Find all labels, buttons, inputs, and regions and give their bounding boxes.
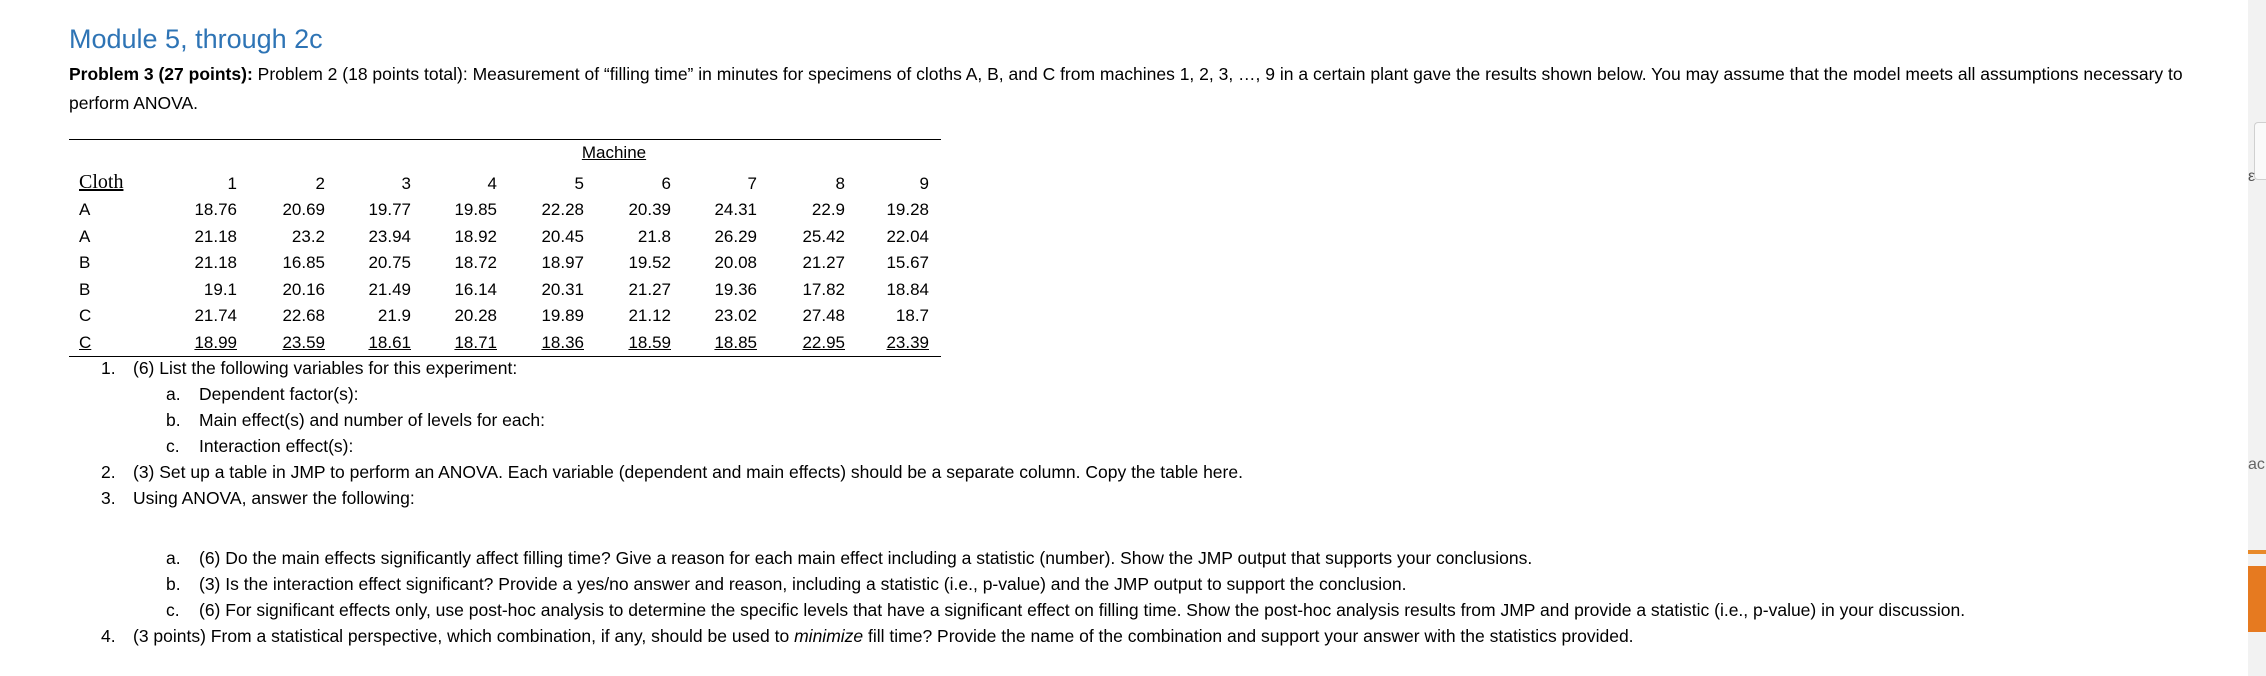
value-cell: 16.14: [454, 279, 497, 299]
value-cell: 20.75: [368, 253, 411, 273]
side-panel-glyph: ε: [2248, 168, 2256, 185]
value-cell: 17.82: [802, 279, 845, 299]
question-1-number: 1.: [101, 358, 116, 378]
value-cell: 23.02: [714, 306, 757, 326]
value-cell: 21.49: [368, 279, 411, 299]
value-cell: 23.94: [368, 226, 411, 246]
side-panel-text-fragment: ac: [2248, 456, 2265, 473]
value-cell: 21.27: [802, 253, 845, 273]
value-cell: 19.89: [541, 306, 584, 326]
value-cell: 19.28: [886, 200, 929, 219]
question-4-text-a: (3 points) From a statistical perspective, which combination, if any, should be used to: [133, 626, 795, 646]
value-cell: 20.16: [282, 279, 325, 299]
machine-column-header: 1: [227, 174, 237, 193]
value-cell: 21.8: [637, 226, 671, 246]
value-cell: 22.04: [886, 226, 929, 246]
value-cell: 18.84: [886, 279, 929, 299]
question-1a-text: Dependent factor(s):: [199, 384, 359, 404]
cloth-header: Cloth: [79, 171, 124, 193]
problem-title: Problem 3 (27 points):: [69, 64, 253, 84]
value-cell: 22.68: [282, 306, 325, 326]
value-cell: 16.85: [282, 253, 325, 273]
value-cell: 19.36: [714, 279, 757, 299]
value-cell: 20.31: [541, 279, 584, 299]
question-1-text: (6) List the following variables for this experiment:: [133, 358, 518, 378]
value-cell: 19.77: [368, 200, 411, 219]
value-cell: 18.36: [541, 333, 584, 352]
value-cell: 21.27: [628, 279, 671, 299]
value-cell: 21.12: [628, 306, 671, 326]
machine-column-header: 2: [315, 174, 325, 193]
question-4-text: [133, 623, 1634, 649]
value-cell: 18.59: [628, 333, 671, 352]
question-4-number: 4.: [101, 626, 116, 646]
question-4-emphasis: minimize: [794, 626, 864, 646]
table-row: [69, 303, 941, 329]
question-1b-letter: b.: [166, 410, 181, 430]
value-cell: 20.28: [454, 306, 497, 326]
question-3c-letter: c.: [166, 600, 180, 620]
machine-column-header: 3: [401, 174, 411, 193]
question-1b-text: Main effect(s) and number of levels for each:: [199, 410, 545, 430]
question-3b-text: (3) Is the interaction effect significant? Provide a yes/no answer and reason, including a statistic (i.e., p-value) and the JMP output to support the conclusion.: [199, 574, 1407, 594]
question-3a-letter: a.: [166, 548, 181, 568]
table-row: [69, 250, 941, 276]
value-cell: 18.72: [454, 253, 497, 273]
value-cell: 25.42: [802, 226, 845, 246]
value-cell: 21.18: [194, 226, 237, 246]
question-3a-text: (6) Do the main effects significantly affect filling time? Give a reason for each main effect including a statistic (number). Show the JMP output that supports your conclusions.: [199, 548, 1533, 568]
value-cell: 18.85: [714, 333, 757, 352]
value-cell: 20.39: [628, 200, 671, 219]
question-3c-text: (6) For significant effects only, use post-hoc analysis to determine the specific levels that have a significant effect on filling time. Show the post-hoc analysis results from JMP and provide a statistic (i.e., p-value) in your discussion.: [199, 600, 1966, 620]
question-1a-letter: a.: [166, 384, 181, 404]
value-cell: 18.61: [368, 333, 411, 352]
cloth-cell: B: [79, 279, 91, 299]
machine-header: Machine: [581, 143, 647, 162]
machine-column-header: 6: [661, 174, 671, 193]
table-row: [69, 224, 941, 250]
value-cell: 15.67: [886, 253, 929, 273]
cloth-cell: A: [79, 226, 91, 246]
question-3-text: Using ANOVA, answer the following:: [133, 488, 415, 508]
value-cell: 18.97: [541, 253, 584, 273]
question-2-text: (3) Set up a table in JMP to perform an ANOVA. Each variable (dependent and main effects) should be a separate column. Copy the table here.: [133, 462, 1243, 482]
machine-column-header: 7: [747, 174, 757, 193]
cloth-cell: A: [79, 200, 91, 219]
question-1c-text: Interaction effect(s):: [199, 436, 354, 456]
value-cell: 22.9: [811, 200, 845, 219]
question-3-number: 3.: [101, 488, 116, 508]
value-cell: 19.1: [203, 279, 237, 299]
accent-block: [2248, 566, 2266, 632]
value-cell: 19.85: [454, 200, 497, 219]
accent-bar: [2248, 550, 2266, 554]
question-2-number: 2.: [101, 462, 116, 482]
machine-column-header: 5: [574, 174, 584, 193]
value-cell: 24.31: [714, 200, 757, 219]
value-cell: 27.48: [802, 306, 845, 326]
machine-column-header: 4: [487, 174, 497, 193]
module-heading: Module 5, through 2c: [69, 24, 323, 54]
value-cell: 23.2: [291, 226, 325, 246]
value-cell: 21.18: [194, 253, 237, 273]
machine-column-header: 8: [835, 174, 845, 193]
value-cell: 23.39: [886, 333, 929, 352]
value-cell: 23.59: [282, 333, 325, 352]
value-cell: 22.28: [541, 200, 584, 219]
question-1c-letter: c.: [166, 436, 180, 456]
cloth-cell: C: [79, 306, 92, 326]
value-cell: 26.29: [714, 226, 757, 246]
table-row: [69, 277, 941, 303]
question-4-text-b: fill time? Provide the name of the combination and support your answer with the statistics provided.: [863, 626, 1634, 646]
cloth-cell: B: [79, 253, 91, 273]
value-cell: 20.08: [714, 253, 757, 273]
cloth-cell: C: [79, 333, 92, 352]
value-cell: 18.76: [194, 200, 237, 219]
value-cell: 19.52: [628, 253, 671, 273]
table-row: [69, 197, 941, 223]
value-cell: 21.9: [377, 306, 411, 326]
value-cell: 22.95: [802, 333, 845, 352]
value-cell: 20.69: [282, 200, 325, 219]
side-panel-handle[interactable]: [2254, 122, 2266, 180]
table-top-rule: [69, 139, 941, 140]
value-cell: 18.92: [454, 226, 497, 246]
problem-description: Problem 2 (18 points total): Measurement of “filling time” in minutes for specimens of cloths A, B, and C from machines 1, 2, 3, …, 9 in a certain plant gave the results shown below. You may assume that the model meets all assumptions necessary to perform ANOVA.: [69, 64, 2183, 113]
value-cell: 18.99: [194, 333, 237, 352]
value-cell: 18.71: [454, 333, 497, 352]
adjacent-window-edge: [2248, 0, 2266, 676]
problem-intro: [69, 60, 2219, 118]
question-3b-letter: b.: [166, 574, 181, 594]
machine-number-row: [69, 171, 941, 197]
table-row: [69, 330, 941, 356]
value-cell: 18.7: [895, 306, 929, 326]
value-cell: 20.45: [541, 226, 584, 246]
value-cell: 21.74: [194, 306, 237, 326]
machine-column-header: 9: [919, 174, 929, 193]
